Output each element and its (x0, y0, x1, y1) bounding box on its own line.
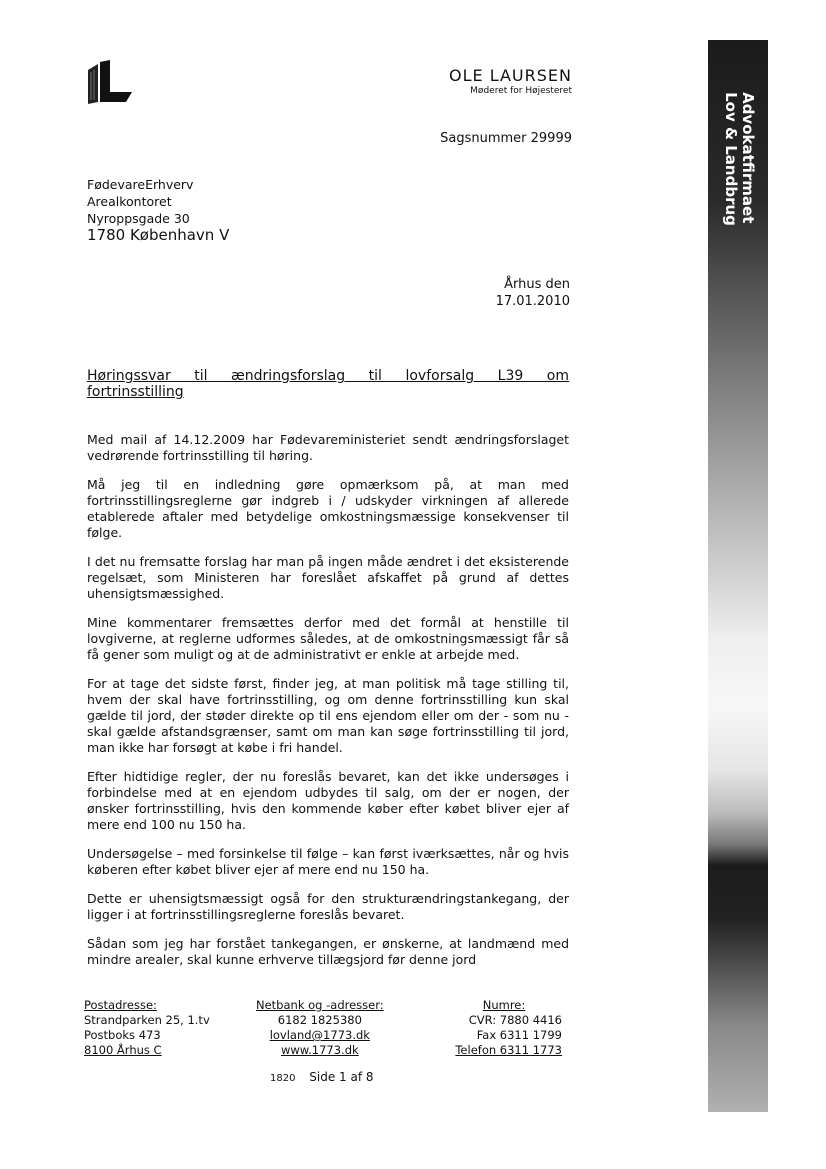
side-banner (716, 64, 762, 254)
paragraph: Mine kommentarer fremsættes derfor med det formål at henstille til lovgiverne, at reglerne udformes således, at de omkostningsmæssigt får så få gener som muligt og at de administrativt er enkle at arbejde med. (87, 615, 569, 662)
paragraph: Dette er uhensigtsmæssigt også for den strukturændringstankegang, der ligger i at fortrinsstillingsreglerne foreslås bevaret. (87, 891, 569, 922)
subject-line-2: fortrinsstilling (87, 384, 184, 400)
fax-number: Fax 6311 1799 (476, 1028, 562, 1042)
email-link[interactable]: lovland@1773.dk (269, 1028, 370, 1042)
numbers-heading: Numre: (482, 998, 526, 1012)
lawyer-title: Møderet for Højesteret (470, 86, 572, 96)
footer-postal (84, 998, 210, 1058)
phone-number: Telefon 6311 1773 (455, 1043, 562, 1057)
recipient-line-1: FødevareErhverv (87, 177, 194, 192)
place: Århus den (504, 277, 570, 292)
page-number (270, 1070, 374, 1084)
postal-heading: Postadresse: (84, 998, 157, 1012)
cvr-number: CVR: 7880 4416 (468, 1013, 562, 1027)
firm-logo (86, 60, 136, 106)
website-link[interactable]: www.1773.dk (280, 1043, 359, 1057)
paragraph: I det nu fremsatte forslag har man på ingen måde ændret i det eksisterende regelsæt, som Ministeren har foreslået afskaffet på grund af dettes uhensigtsmæssighed. (87, 554, 569, 601)
date: 17.01.2010 (495, 294, 570, 309)
side-banner-text: Advokatfirmaet Lov & Landbrug (722, 92, 757, 226)
subject-line-1: Høringssvar til ændringsforslag til lovforsalg L39 om (87, 368, 569, 384)
postal-line-2: Postboks 473 (84, 1028, 161, 1042)
recipient-line-4: 1780 København V (87, 226, 230, 244)
postal-line-1: Strandparken 25, 1.tv (84, 1013, 210, 1027)
paragraph: Undersøgelse – med forsinkelse til følge – kan først iværksættes, når og hvis køberen efter købet bliver ejer af mere end nu 150 ha. (87, 846, 569, 877)
postal-line-3: 8100 Århus C (84, 1043, 162, 1057)
netbank-line-1: 6182 1825380 (277, 1013, 362, 1027)
place-date (496, 276, 570, 310)
footer-numbers (446, 998, 562, 1058)
document-code: 1820 (270, 1073, 296, 1084)
footer-netbank (256, 998, 384, 1058)
paragraph: Må jeg til en indledning gøre opmærksom på, at man med fortrinsstillingsreglerne gør indgreb i / udskyder virkningen af allerede etablerede aftaler med betydelige omkostningsmæssige konsekvenser til følge. (87, 477, 569, 540)
recipient-line-2: Arealkontoret (87, 194, 172, 209)
lawyer-name: OLE LAURSEN (449, 66, 572, 85)
paragraph: For at tage det sidste først, finder jeg, at man politisk må tage stilling til, hvem der skal have fortrinsstilling, og om denne fortrinsstilling kun skal gælde til jord, der støder direkte op til ens ejendom eller om der - som nu - skal gælde afstandsgrænser, samt om man kan søge fortrinsstilling til jord, man ikke har forsøgt at købe i fri handel. (87, 676, 569, 755)
paragraph: Efter hidtidige regler, der nu foreslås bevaret, kan det ikke undersøges i forbindelse med at en ejendom udbydes til salg, om der er nogen, der ønsker fortrinsstilling, hvis den kommende køber efter købet bliver ejer af mere end 100 nu 150 ha. (87, 769, 569, 832)
letter-body (87, 432, 569, 981)
netbank-heading: Netbank og -adresser: (256, 998, 384, 1012)
recipient-line-3: Nyroppsgade 30 (87, 211, 190, 226)
case-number: Sagsnummer 29999 (440, 131, 572, 146)
page-indicator: Side 1 af 8 (309, 1070, 374, 1084)
recipient-address (87, 176, 229, 244)
paragraph: Sådan som jeg har forstået tankegangen, er ønskerne, at landmænd med mindre arealer, skal kunne erhverve tillægsjord før denne jord (87, 936, 569, 967)
paragraph: Med mail af 14.12.2009 har Fødevareministeriet sendt ændringsforslaget vedrørende fortrinsstilling til høring. (87, 432, 569, 463)
